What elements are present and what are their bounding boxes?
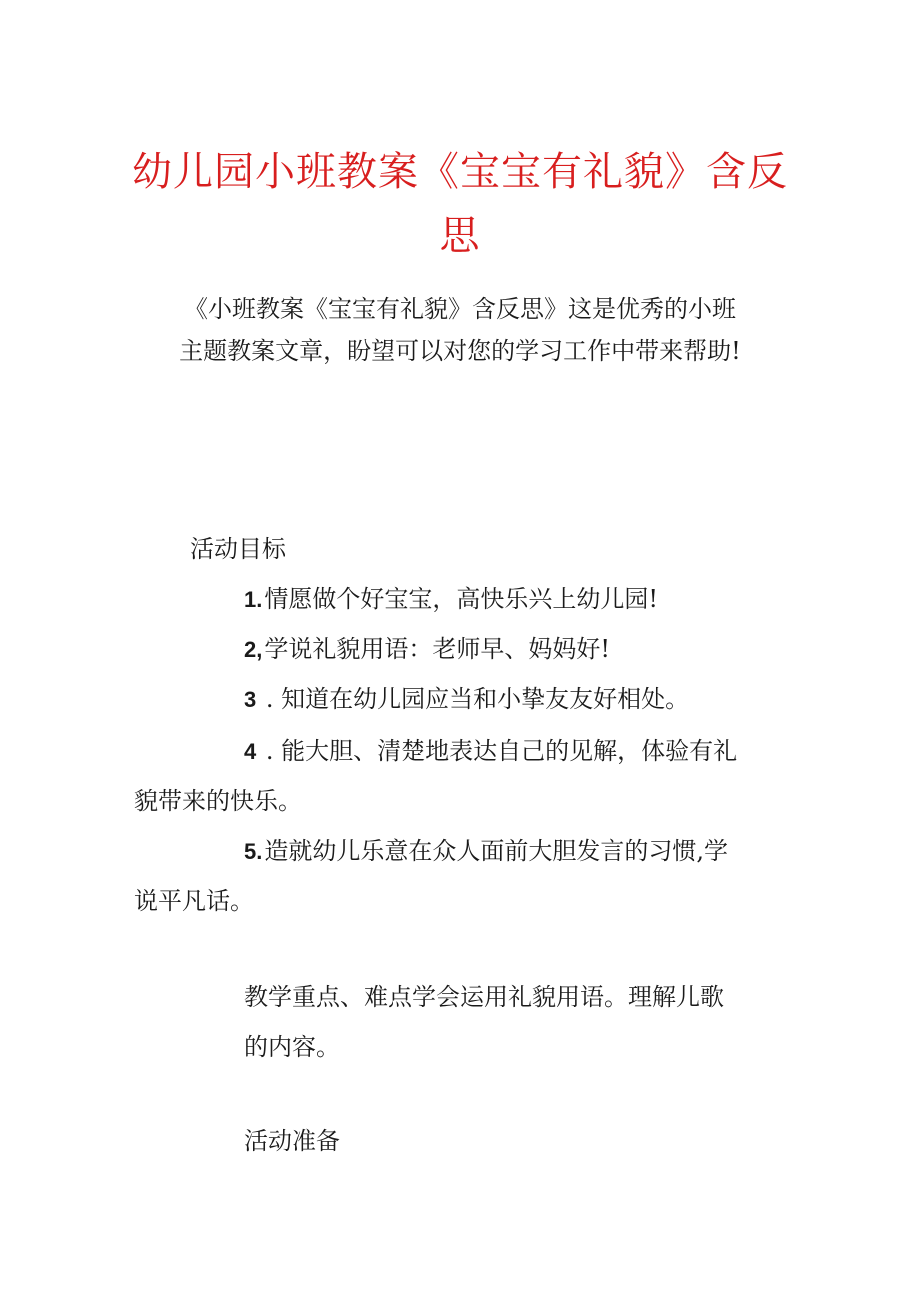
goal-item-1 [244,582,658,617]
goal-text: . 知道在幼儿园应当和小挚友友好相处。 [258,685,690,713]
goal-text: 造就幼儿乐意在众人面前大胆发言的习惯,学 [264,837,728,865]
intro-paragraph [120,288,800,372]
title-line-2: 思 [439,213,481,259]
goal-number: 5. [244,839,263,864]
title-line-1: 幼儿园小班教案《宝宝有礼貌》含反 [132,149,788,195]
section-heading-goals: 活动目标 [190,535,286,563]
goal-number: 1. [244,587,263,612]
goal-item-3 [244,682,689,717]
goal-item-2 [244,632,610,667]
goal-item-5 [244,834,728,869]
key-points-line-1: 教学重点、难点学会运用礼貌用语。理解儿歌 [244,983,724,1011]
goal-item-4 [244,734,737,769]
goal-number: 2, [244,637,263,662]
goal-number: 4 [244,739,257,764]
goal-item-4-continued: 貌带来的快乐。 [134,787,302,815]
document-title [120,140,800,268]
intro-line-1: 《小班教案《宝宝有礼貌》含反思》这是优秀的小班 [184,295,736,323]
goal-text: 情愿做个好宝宝，高快乐兴上幼儿园! [264,585,659,613]
key-points-line-2: 的内容。 [244,1033,340,1061]
goal-text: 学说礼貌用语：老师早、妈妈好! [264,635,611,663]
section-heading-prep: 活动准备 [244,1127,340,1155]
goal-item-5-continued: 说平凡话。 [134,887,254,915]
goal-number: 3 [244,687,257,712]
goal-text: . 能大胆、清楚地表达自己的见解，体验有礼 [258,737,738,765]
intro-line-2: 主题教案文章，盼望可以对您的学习工作中带来帮助! [179,337,741,365]
